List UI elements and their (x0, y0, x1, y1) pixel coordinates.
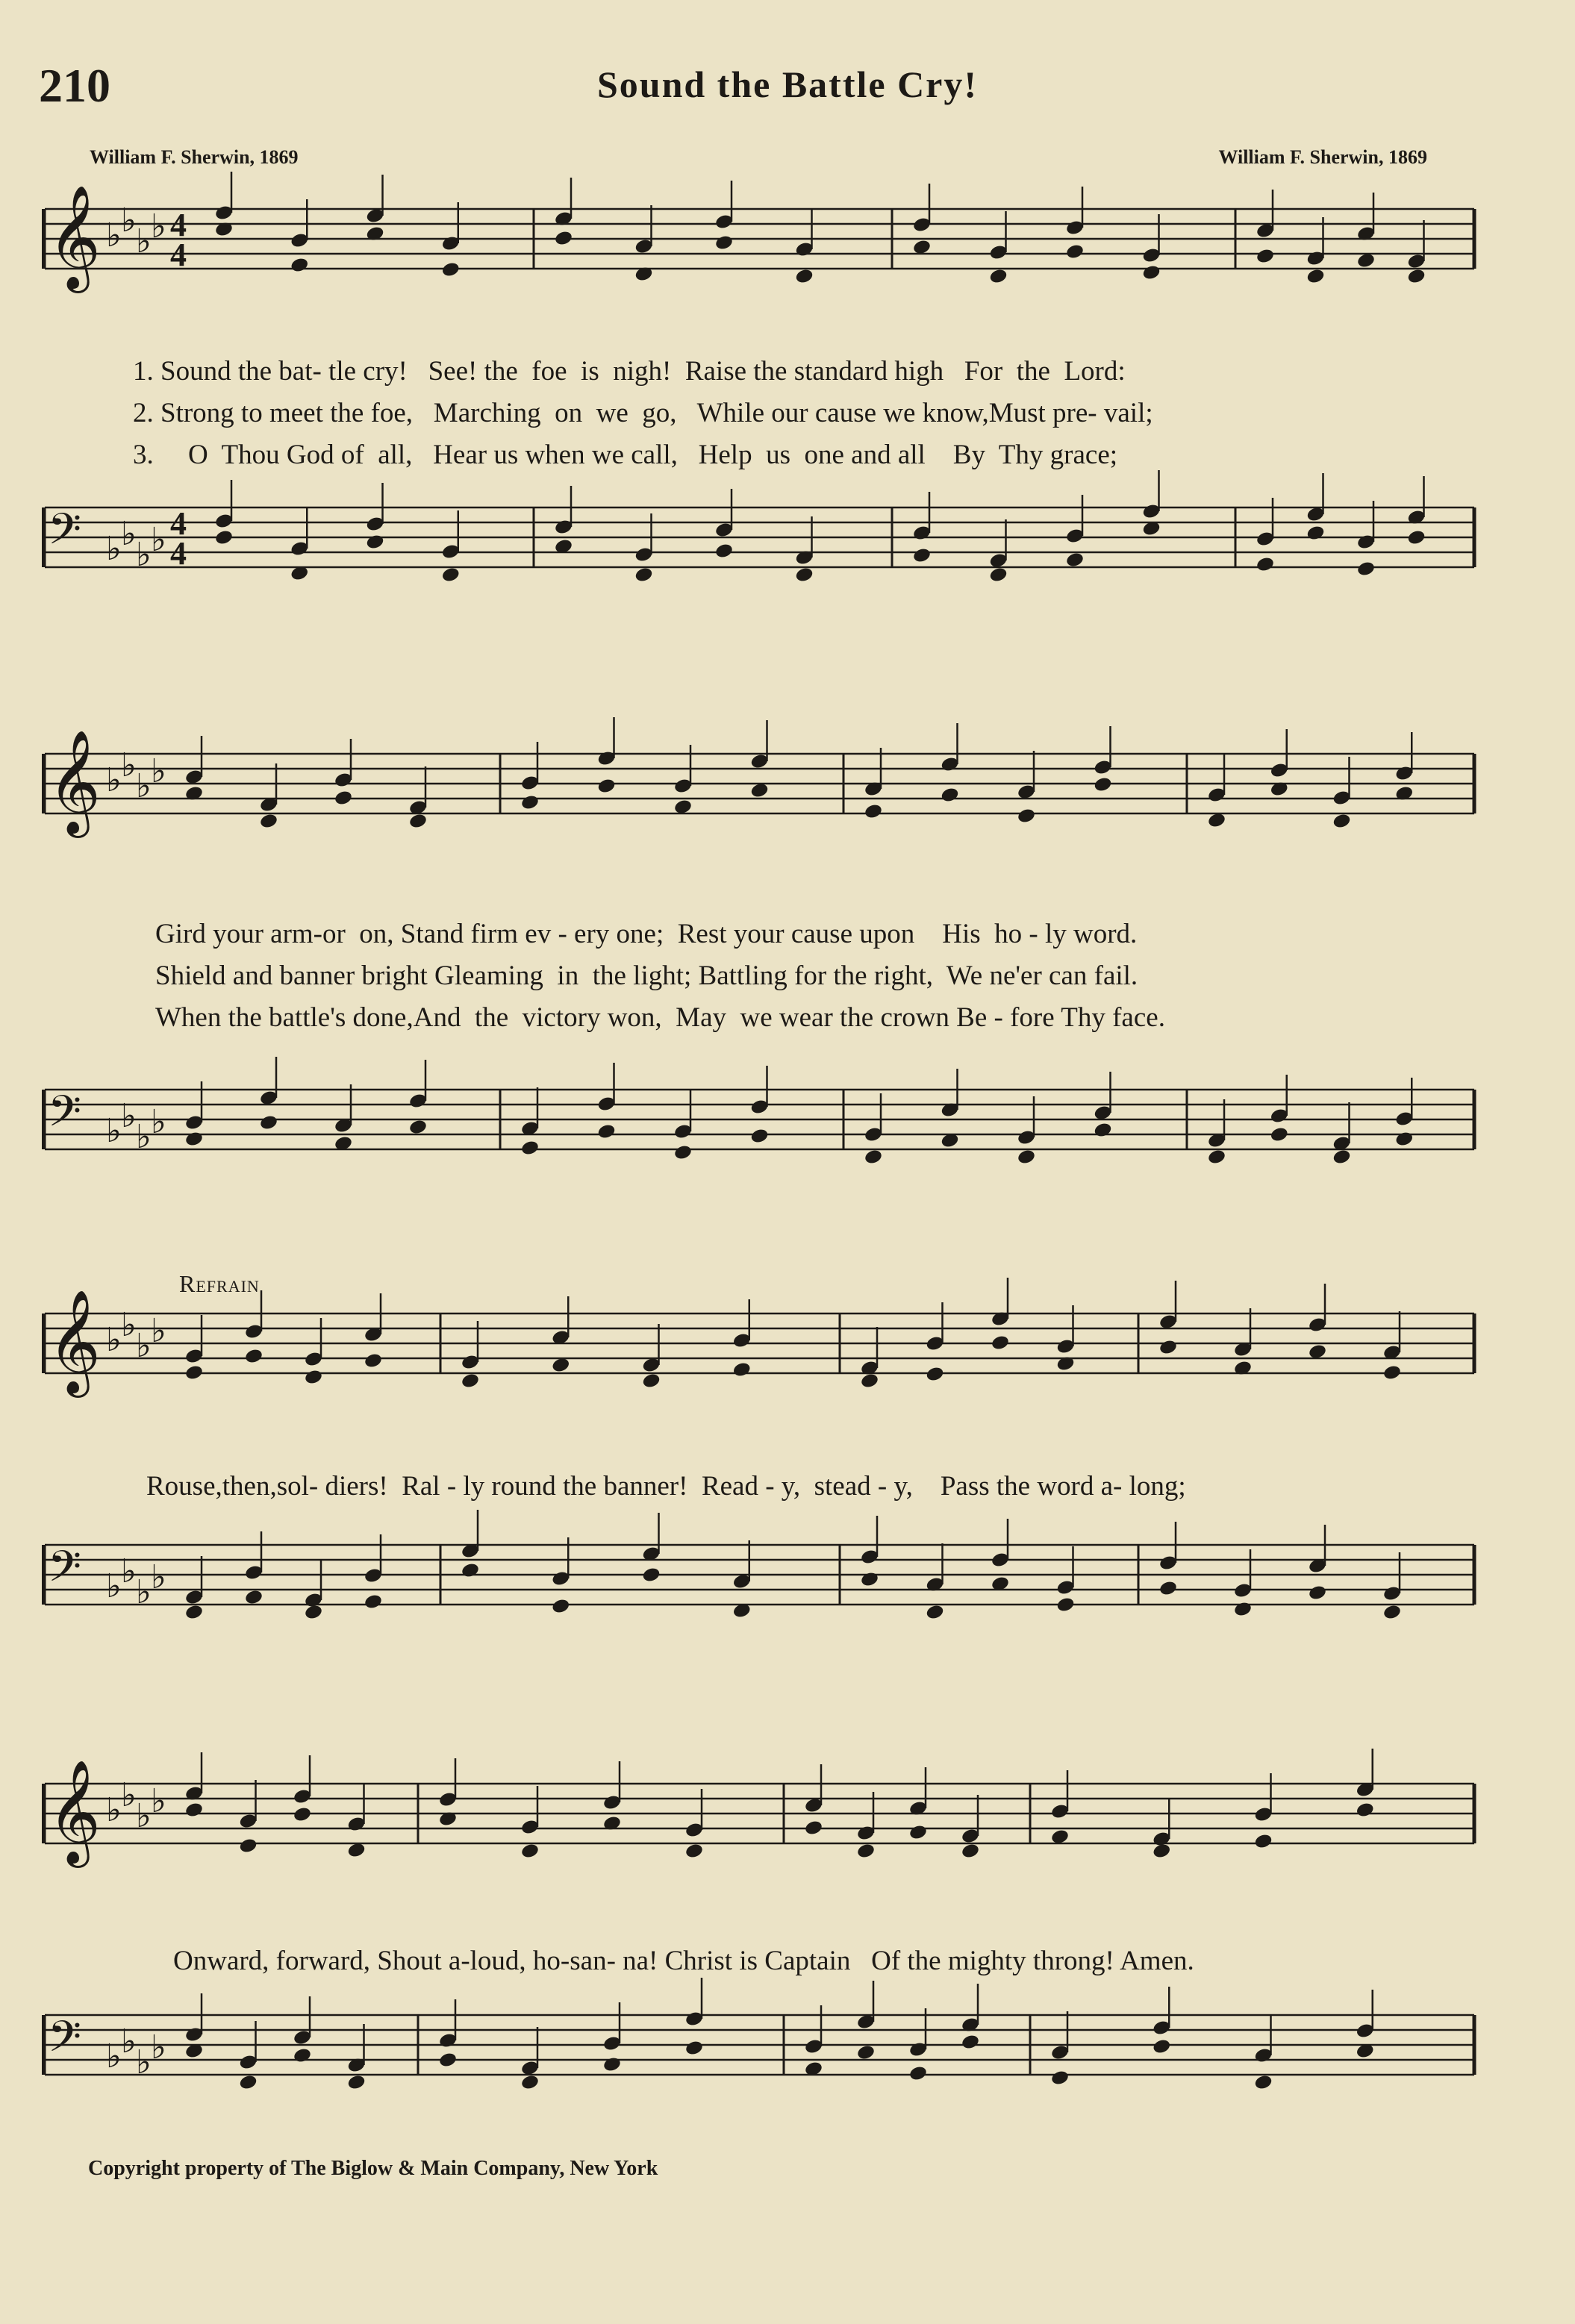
flat-icon: ♭ (136, 1118, 152, 1156)
notehead (912, 547, 932, 564)
notehead (940, 787, 959, 804)
notehead (184, 1364, 204, 1381)
hymn-title: Sound the Battle Cry! (596, 63, 979, 105)
notehead (1406, 268, 1426, 285)
notehead (1233, 1601, 1253, 1618)
notehead (461, 1372, 480, 1390)
notehead (551, 1598, 570, 1615)
notehead (794, 566, 814, 584)
notehead (1406, 529, 1426, 546)
notehead (304, 1369, 323, 1386)
system-1-treble-staff (0, 185, 1575, 343)
flat-icon: ♭ (151, 1312, 166, 1350)
system-1-bass-staff (0, 493, 1575, 657)
notehead (714, 543, 734, 560)
lyric-s1-v3: 3. O Thou God of all, Hear us when we call, Help us one and all By Thy grace; (133, 440, 1118, 470)
notehead (293, 1806, 312, 1823)
notehead (1382, 1364, 1402, 1381)
notehead (438, 2052, 458, 2069)
notehead (925, 1604, 944, 1621)
hymn-number: 210 (39, 59, 110, 112)
notehead (864, 803, 883, 820)
flat-icon: ♭ (151, 207, 166, 246)
flat-icon: ♭ (136, 536, 152, 574)
notehead (293, 2047, 312, 2064)
time-signature-digit: 4 (170, 535, 187, 572)
notehead (1017, 808, 1036, 825)
notehead (1270, 1126, 1289, 1143)
notehead (1093, 1122, 1112, 1139)
flat-icon: ♭ (136, 1573, 152, 1611)
system-3-bass-staff (0, 1530, 1575, 1694)
notehead (520, 2074, 540, 2091)
notehead (259, 1114, 278, 1131)
flat-icon: ♭ (106, 530, 122, 568)
notehead (184, 1802, 204, 1819)
notehead (988, 268, 1008, 285)
notehead (988, 566, 1008, 584)
treble-clef-icon: 𝄞 (48, 1290, 101, 1393)
notehead (749, 1128, 769, 1145)
notehead (961, 2034, 980, 2051)
notehead (290, 257, 309, 274)
notehead (238, 1837, 258, 1855)
notehead (408, 1119, 428, 1136)
notehead (925, 1366, 944, 1383)
bass-clef-icon: 𝄢 (48, 1086, 82, 1147)
copyright-notice: Copyright property of The Biglow & Main Company, New York (88, 2157, 658, 2180)
notehead (961, 1843, 980, 1860)
notehead (1382, 1604, 1402, 1621)
flat-icon: ♭ (106, 1567, 122, 1605)
notehead (641, 1372, 661, 1390)
notehead (1394, 1131, 1414, 1148)
notehead (684, 1843, 704, 1860)
notehead (1141, 264, 1161, 281)
notehead (860, 1571, 879, 1588)
notehead (244, 1589, 263, 1606)
flat-icon: ♭ (136, 767, 152, 805)
flat-icon: ♭ (121, 2022, 137, 2061)
notehead (1055, 1596, 1075, 1614)
flat-icon: ♭ (106, 1112, 122, 1150)
notehead (732, 1361, 752, 1378)
notehead (364, 1593, 383, 1611)
notehead (520, 1140, 540, 1157)
lyric-s1-v2: 2. Strong to meet the foe, Marching on we go, While our cause we know,Must pre- vail; (133, 398, 1153, 428)
notehead (1207, 1149, 1226, 1166)
notehead (596, 778, 616, 795)
notehead (259, 813, 278, 830)
notehead (1065, 552, 1085, 569)
notehead (1253, 1833, 1273, 1850)
notehead (1253, 2074, 1273, 2091)
notehead (1093, 776, 1112, 793)
flat-icon: ♭ (121, 1776, 137, 1814)
time-signature-digit: 4 (170, 207, 187, 243)
lyric-s2-v2: Shield and banner bright Gleaming in the light; Battling for the right, We ne'er can fail. (155, 960, 1138, 991)
notehead (364, 1352, 383, 1369)
notehead (641, 1566, 661, 1584)
flat-icon: ♭ (106, 2037, 122, 2075)
system-2-treble-staff (0, 730, 1575, 888)
treble-clef-icon: 𝄞 (48, 185, 101, 289)
notehead (554, 230, 573, 247)
flat-icon: ♭ (121, 202, 137, 240)
music-credit: William F. Sherwin, 1869 (1218, 146, 1427, 168)
time-signature-digit: 4 (170, 505, 187, 542)
notehead (684, 2040, 704, 2057)
notehead (1332, 1149, 1351, 1166)
notehead (1152, 1843, 1171, 1860)
flat-icon: ♭ (151, 1782, 166, 1820)
words-credit: William F. Sherwin, 1869 (90, 146, 299, 168)
system-4-bass-staff (0, 2000, 1575, 2164)
system-4-treble-staff (0, 1760, 1575, 1918)
flat-icon: ♭ (121, 1097, 137, 1135)
notehead (214, 529, 234, 546)
system-2-bass-staff (0, 1075, 1575, 1239)
flat-icon: ♭ (136, 222, 152, 260)
notehead (346, 2074, 366, 2091)
flat-icon: ♭ (151, 2028, 166, 2067)
system-3-treble-staff (0, 1290, 1575, 1448)
treble-clef-icon: 𝄞 (48, 1760, 101, 1864)
time-signature-digit: 4 (170, 237, 187, 273)
notehead (1356, 1802, 1375, 1819)
notehead (1306, 525, 1325, 542)
notehead (184, 1604, 204, 1621)
notehead (238, 2074, 258, 2091)
notehead (634, 566, 653, 584)
lyric-s1-v1: 1. Sound the bat- tle cry! See! the foe is nigh! Raise the standard high For the Lord: (133, 356, 1126, 387)
notehead (441, 261, 461, 278)
flat-icon: ♭ (121, 1552, 137, 1590)
notehead (673, 1144, 693, 1161)
bass-clef-icon: 𝄢 (48, 504, 82, 565)
notehead (602, 2056, 622, 2073)
lyric-s4-refrain: Onward, forward, Shout a-loud, ho-san- na! Christ is Captain Of the mighty throng! Amen. (173, 1946, 1194, 1976)
notehead (520, 1843, 540, 1860)
bass-clef-icon: 𝄢 (48, 2011, 82, 2072)
notehead (1152, 2038, 1171, 2055)
notehead (856, 1843, 876, 1860)
flat-icon: ♭ (106, 1791, 122, 1829)
notehead (1017, 1149, 1036, 1166)
notehead (1356, 560, 1376, 578)
notehead (1158, 1339, 1178, 1356)
notehead (864, 1149, 883, 1166)
notehead (908, 2065, 928, 2082)
notehead (1256, 248, 1275, 265)
lyric-s2-v3: When the battle's done,And the victory won, May we wear the crown Be - fore Thy face. (155, 1002, 1165, 1033)
flat-icon: ♭ (106, 761, 122, 799)
notehead (1065, 243, 1085, 260)
flat-icon: ♭ (136, 2043, 152, 2081)
flat-icon: ♭ (121, 515, 137, 553)
notehead (908, 1824, 928, 1841)
notehead (596, 1123, 616, 1140)
notehead (1308, 1584, 1327, 1602)
flat-icon: ♭ (106, 1321, 122, 1359)
flat-icon: ♭ (151, 1103, 166, 1141)
notehead (1158, 1580, 1178, 1597)
notehead (520, 794, 540, 811)
notehead (334, 790, 353, 807)
flat-icon: ♭ (136, 1327, 152, 1365)
flat-icon: ♭ (121, 746, 137, 784)
flat-icon: ♭ (136, 1797, 152, 1835)
notehead (991, 1334, 1010, 1352)
notehead (408, 813, 428, 830)
lyric-s2-v1: Gird your arm-or on, Stand firm ev - ery one; Rest your cause upon His ho - ly word. (155, 919, 1138, 949)
flat-icon: ♭ (106, 216, 122, 254)
notehead (1256, 556, 1275, 573)
notehead (304, 1604, 323, 1621)
notehead (860, 1372, 879, 1390)
notehead (804, 1819, 823, 1837)
notehead (856, 2044, 876, 2061)
notehead (1050, 2070, 1070, 2087)
notehead (365, 534, 384, 551)
flat-icon: ♭ (151, 521, 166, 559)
notehead (244, 1348, 263, 1365)
notehead (461, 1562, 480, 1579)
notehead (714, 234, 734, 252)
notehead (794, 268, 814, 285)
notehead (184, 1131, 204, 1148)
refrain-label: Refrain (179, 1270, 260, 1297)
flat-icon: ♭ (151, 1558, 166, 1596)
bass-clef-icon: 𝄢 (48, 1541, 82, 1602)
notehead (1332, 813, 1351, 830)
treble-clef-icon: 𝄞 (48, 730, 101, 834)
notehead (1306, 268, 1325, 285)
lyric-s3-refrain: Rouse,then,sol- diers! Ral - ly round the banner! Read - y, stead - y, Pass the word a- long; (146, 1471, 1186, 1502)
notehead (441, 566, 461, 584)
flat-icon: ♭ (121, 1306, 137, 1344)
flat-icon: ♭ (151, 752, 166, 790)
